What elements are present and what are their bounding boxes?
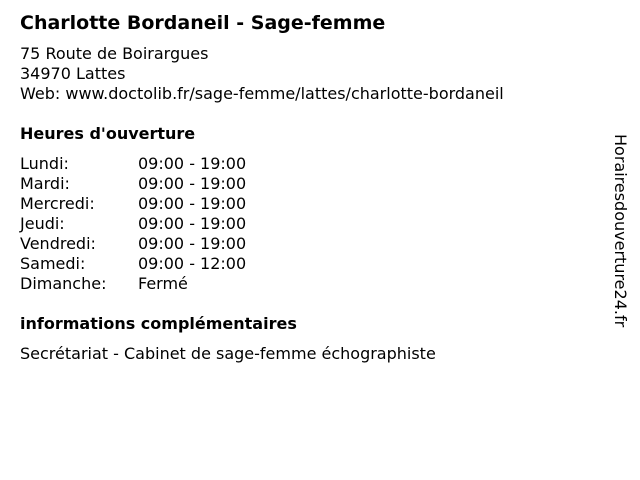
day-label: Jeudi:	[20, 214, 65, 233]
time-value: Fermé	[138, 274, 188, 293]
address-city: 34970 Lattes	[20, 64, 126, 83]
day-label: Mercredi:	[20, 194, 95, 213]
day-label: Lundi:	[20, 154, 69, 173]
info-text: Secrétariat - Cabinet de sage-femme échographiste	[20, 344, 436, 363]
hours-table	[20, 154, 246, 294]
hours-row-friday	[20, 234, 246, 254]
address-web: Web: www.doctolib.fr/sage-femme/lattes/charlotte-bordaneil	[20, 84, 504, 103]
time-value: 09:00 - 19:00	[138, 154, 247, 173]
day-label: Mardi:	[20, 174, 70, 193]
address-street: 75 Route de Boirargues	[20, 44, 209, 63]
info-heading: informations complémentaires	[20, 314, 297, 333]
time-value: 09:00 - 19:00	[138, 194, 247, 213]
hours-heading: Heures d'ouverture	[20, 124, 196, 143]
hours-row-wednesday	[20, 194, 246, 214]
address-block	[20, 44, 504, 104]
site-watermark: Horairesdouverture24.fr	[611, 134, 630, 328]
hours-row-monday	[20, 154, 246, 174]
time-value: 09:00 - 19:00	[138, 214, 247, 233]
page-title: Charlotte Bordaneil - Sage-femme	[20, 12, 386, 34]
time-value: 09:00 - 19:00	[138, 234, 247, 253]
day-label: Samedi:	[20, 254, 86, 273]
hours-row-tuesday	[20, 174, 246, 194]
day-label: Dimanche:	[20, 274, 107, 293]
time-value: 09:00 - 19:00	[138, 174, 247, 193]
day-label: Vendredi:	[20, 234, 96, 253]
time-value: 09:00 - 12:00	[138, 254, 247, 273]
hours-row-saturday	[20, 254, 246, 274]
hours-row-thursday	[20, 214, 246, 234]
hours-row-sunday	[20, 274, 246, 294]
